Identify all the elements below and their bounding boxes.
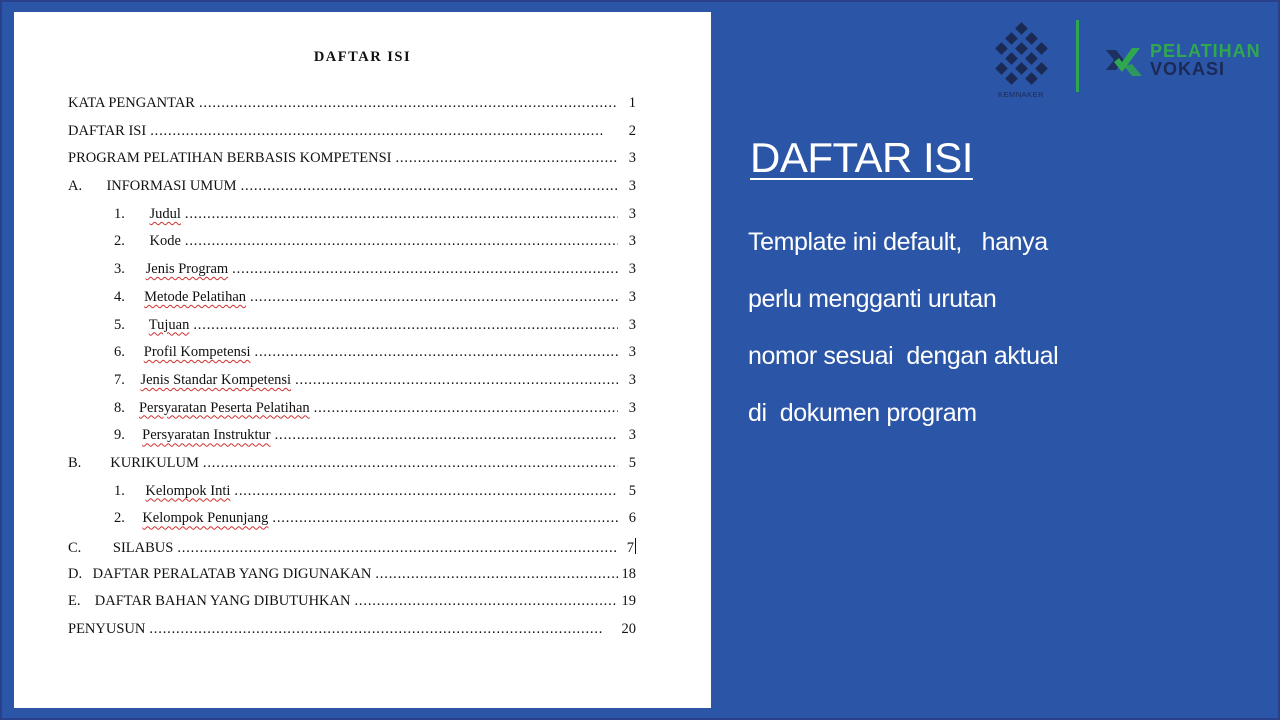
toc-entry [68,427,636,455]
toc-dot-leader [241,178,618,195]
toc-entry-page: 2 [628,122,636,139]
toc-entry-number: A. [68,178,83,195]
toc-entry-number: 4. [114,288,125,305]
toc-entry [68,317,636,345]
toc-entry [68,566,636,594]
toc-entry-label: INFORMASI UMUM [106,178,237,195]
toc-entry-page: 3 [628,371,636,388]
toc-dot-leader [395,150,618,167]
toc-entry [68,344,636,372]
toc-entry-label: PROGRAM PELATIHAN BERBASIS KOMPETENSI [68,150,392,167]
toc-dot-leader [234,483,618,500]
toc-entry-label: Metode Pelatihan [144,288,247,305]
toc-entry-number: 2. [114,233,125,250]
toc-entry-page: 3 [628,399,636,416]
toc-dot-leader [149,621,617,638]
slide-body-line: Template ini default, hanya [748,228,1048,256]
toc-entry-label: Tujuan [148,316,190,333]
toc-entry-page: 3 [628,150,636,167]
table-of-contents [68,95,636,649]
toc-entry-number: 8. [114,399,125,416]
toc-entry [68,621,636,649]
toc-entry-label: Jenis Program [145,261,229,278]
toc-entry-page: 3 [628,344,636,361]
toc-entry-number: 5. [114,316,125,333]
toc-entry-number: D. [68,565,83,582]
toc-entry-label: Persyaratan Instruktur [142,427,271,444]
text-cursor [635,538,636,554]
toc-dot-leader [185,233,618,250]
toc-entry [68,400,636,428]
toc-dot-leader [275,427,618,444]
slide-title: DAFTAR ISI [750,134,973,181]
toc-entry-number: 9. [114,427,125,444]
kemnaker-logo [990,22,1052,102]
toc-entry-label: DAFTAR BAHAN YANG DIBUTUHKAN [94,593,351,610]
toc-entry-page: 3 [628,261,636,278]
toc-entry [68,233,636,261]
kemnaker-emblem-icon [990,22,1052,90]
toc-entry-page: 6 [628,510,636,527]
toc-entry [68,206,636,234]
toc-entry [68,510,636,538]
toc-entry-number: E. [68,593,81,610]
toc-entry-page: 3 [628,178,636,195]
toc-entry-number: 1. [114,482,125,499]
toc-entry-label: SILABUS [112,540,174,556]
toc-dot-leader [193,317,618,334]
toc-entry-page: 3 [628,316,636,333]
pelatihan-vokasi-logo [1102,40,1272,84]
document-title: DAFTAR ISI [313,49,412,65]
toc-entry-label: Jenis Standar Kompetensi [140,371,292,388]
logo-divider [1076,20,1079,92]
toc-entry-number: 3. [114,261,125,278]
toc-entry-page: 19 [621,593,636,610]
toc-entry-number: B. [68,454,82,471]
vokasi-logo-line2: VOKASI [1150,59,1226,79]
toc-entry-page: 1 [628,95,636,111]
toc-entry [68,593,636,621]
toc-entry [68,538,636,566]
toc-entry [68,150,636,178]
toc-entry-label: PENYUSUN [68,621,146,638]
toc-entry-page: 3 [628,288,636,305]
toc-entry-page: 5 [628,482,636,499]
toc-entry-number: C. [68,540,82,556]
toc-dot-leader [250,289,618,306]
slide-body-line: di dokumen program [748,399,977,427]
toc-entry-label: DAFTAR ISI [68,122,147,139]
toc-entry-label: Kelompok Inti [145,482,231,499]
toc-entry [68,123,636,151]
vokasi-check-icon [1102,42,1144,82]
toc-dot-leader [232,261,618,278]
toc-dot-leader [354,593,617,610]
toc-dot-leader [295,372,618,389]
toc-entry-label: Judul [149,205,181,222]
document-page [14,12,711,708]
toc-entry [68,483,636,511]
toc-entry-label: DAFTAR PERALATAB YANG DIGUNAKAN [92,565,372,582]
toc-dot-leader [185,206,618,223]
slide-body-line: perlu mengganti urutan [748,285,997,313]
toc-entry-label: Kode [149,233,181,250]
toc-entry-number: 6. [114,344,125,361]
toc-entry-page: 3 [628,205,636,222]
toc-dot-leader [375,566,617,583]
slide-body [748,222,1218,450]
toc-entry [68,261,636,289]
toc-entry [68,178,636,206]
toc-entry-label: KATA PENGANTAR [68,95,195,111]
toc-entry-page: 3 [628,427,636,444]
toc-entry-label: Profil Kompetensi [143,344,251,361]
toc-entry-page: 3 [628,233,636,250]
toc-dot-leader [314,400,618,417]
toc-entry-page: 5 [628,454,636,471]
toc-entry-number: 7. [114,371,125,388]
toc-dot-leader [150,123,618,140]
toc-dot-leader [272,510,618,527]
toc-entry-label: Persyaratan Peserta Pelatihan [138,399,310,416]
toc-entry-number: 1. [114,205,125,222]
toc-entry-page: 18 [621,565,636,582]
toc-entry-number: 2. [114,510,125,527]
vokasi-logo-line1: PELATIHAN [1150,41,1261,61]
toc-entry-page: 7 [626,540,634,556]
toc-dot-leader [199,95,618,112]
slide-body-line: nomor sesuai dengan aktual [748,342,1059,370]
toc-entry [68,289,636,317]
toc-entry-label: Kelompok Penunjang [142,510,269,527]
toc-dot-leader [203,455,618,472]
kemnaker-logo-text: KEMNAKER [997,90,1045,99]
toc-entry-label: KURIKULUM [110,454,199,471]
toc-entry-page: 20 [621,621,636,638]
toc-entry [68,95,636,123]
toc-dot-leader [177,540,618,557]
toc-entry [68,372,636,400]
toc-entry [68,455,636,483]
toc-dot-leader [255,344,618,361]
